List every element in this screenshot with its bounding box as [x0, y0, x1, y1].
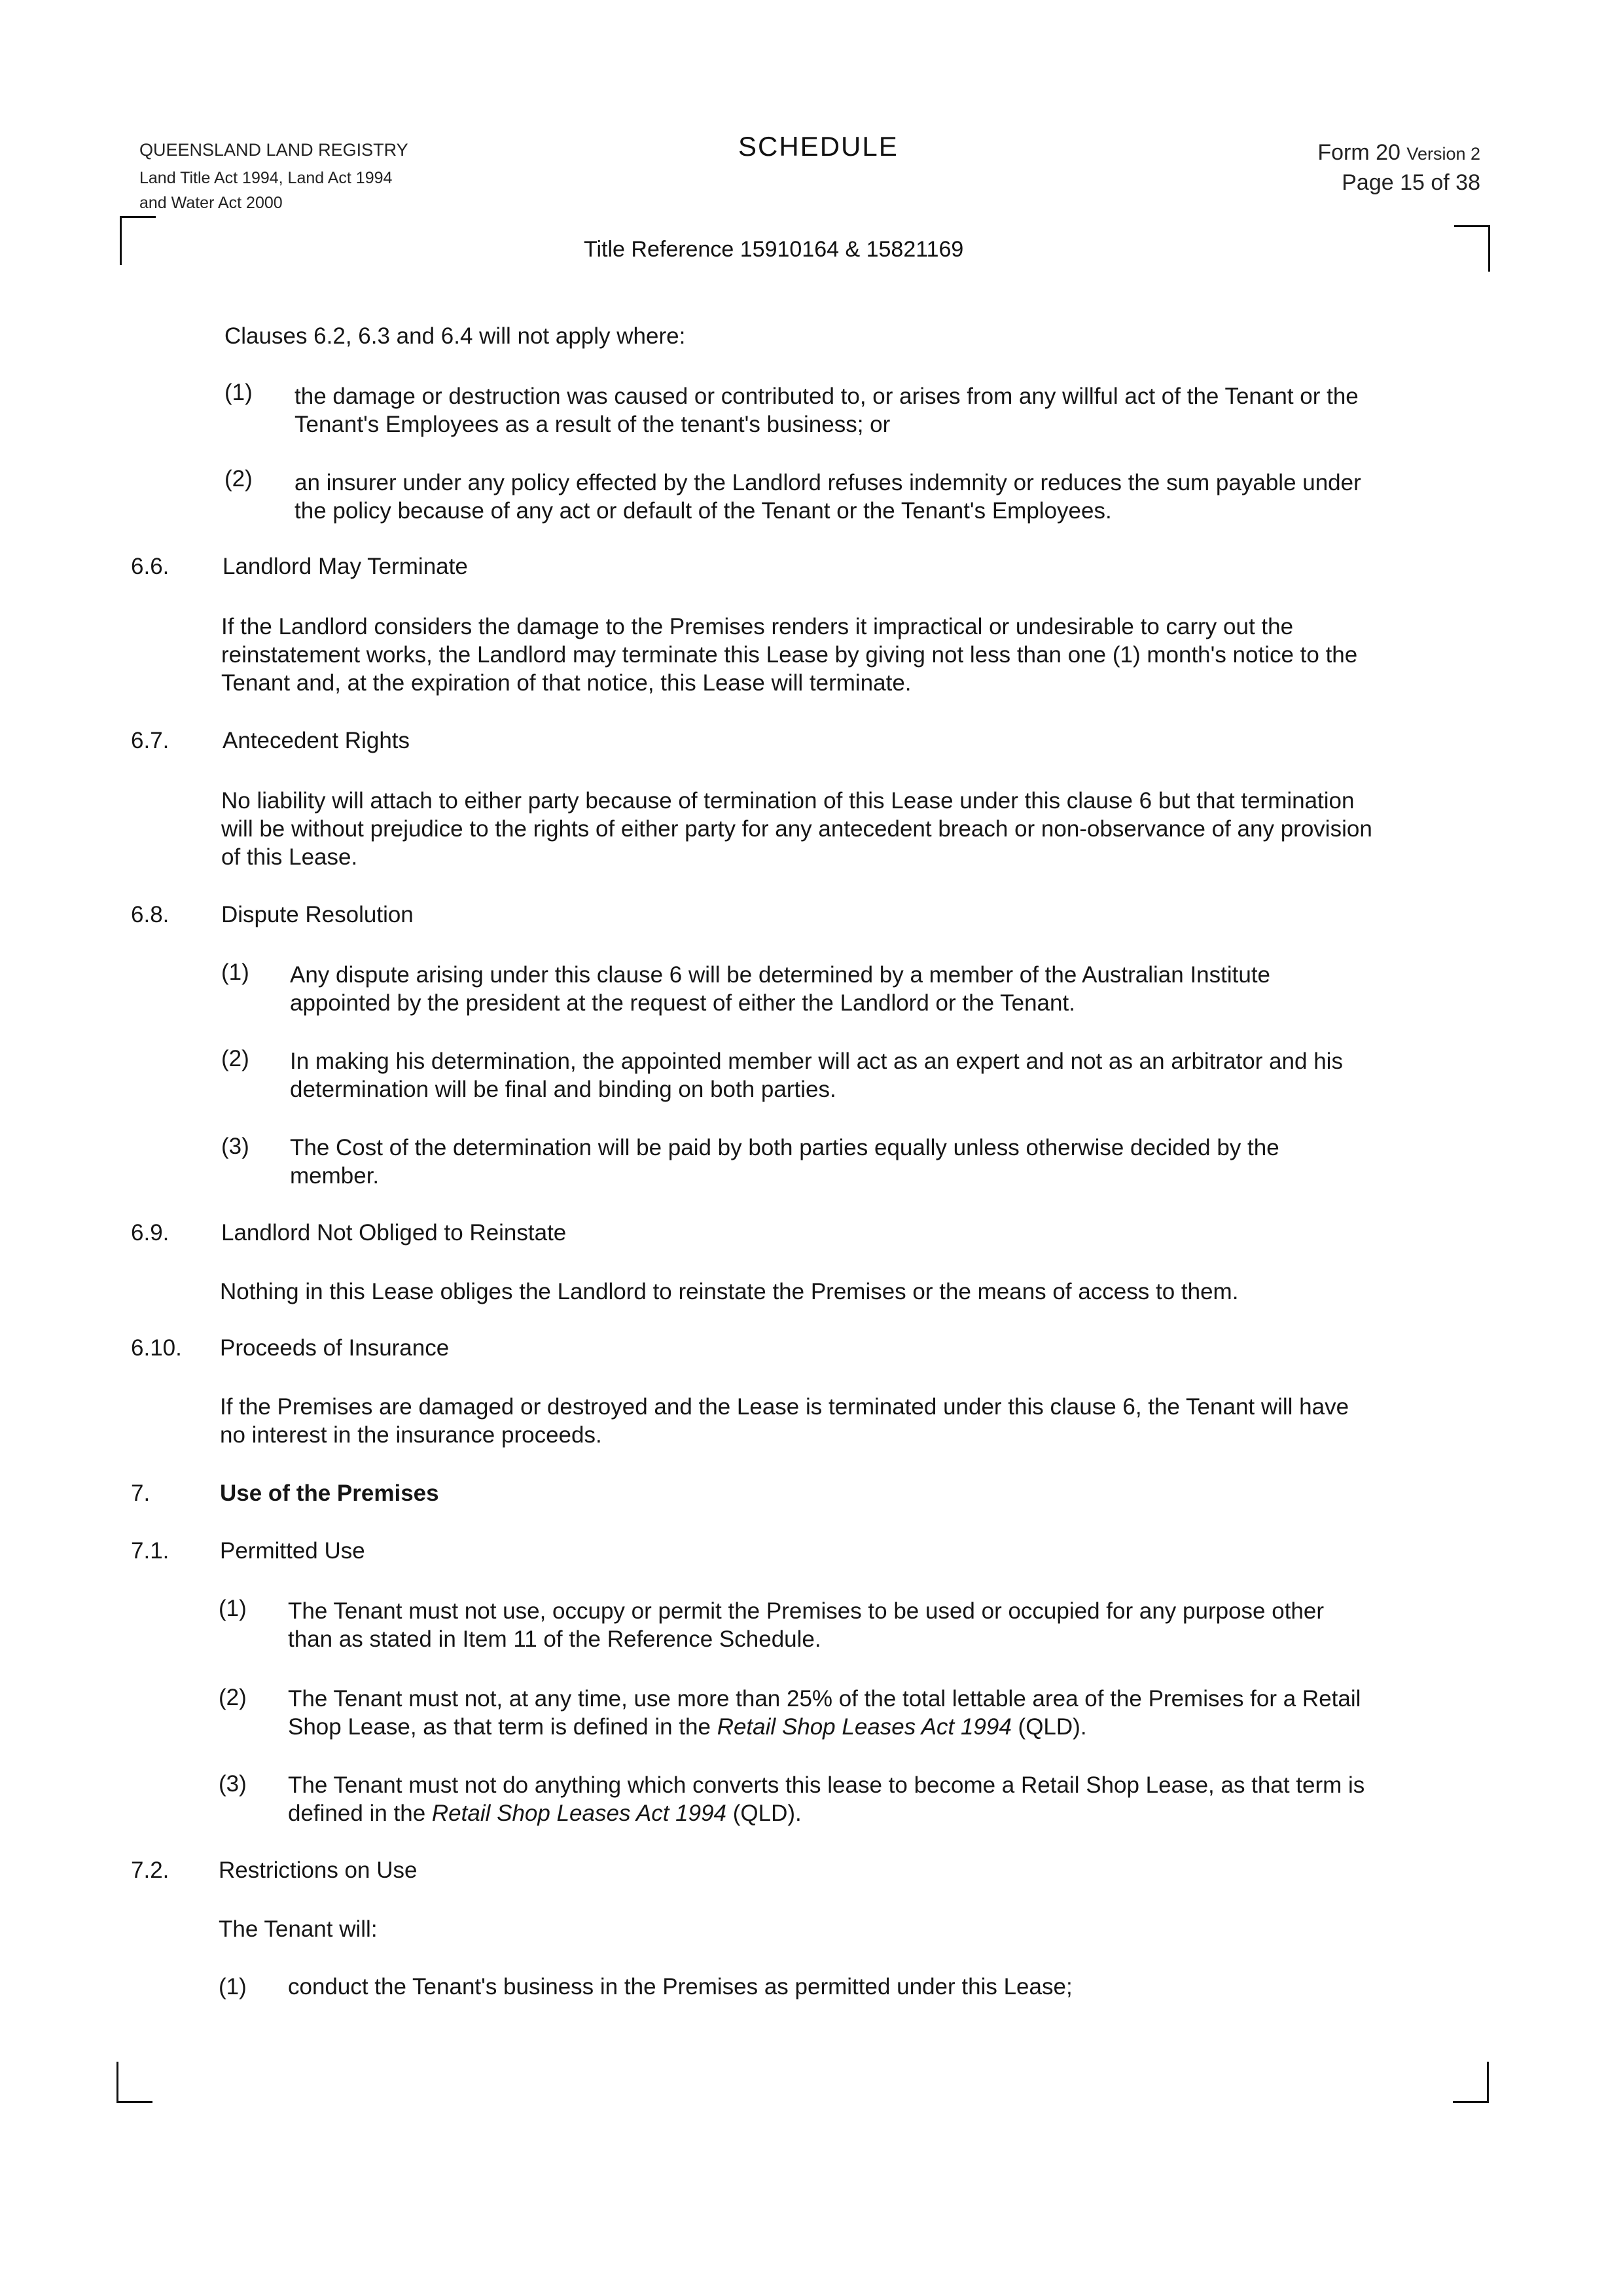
- list-item-label: (2): [219, 1685, 247, 1710]
- form-number: [1317, 140, 1480, 166]
- page-number: Page 15 of 38: [1342, 170, 1480, 195]
- schedule-title: SCHEDULE: [738, 131, 899, 162]
- list-item-text: conduct the Tenant's business in the Premises as permitted under this Lease;: [288, 1974, 1073, 2000]
- title-reference-label: Title Reference: [584, 237, 734, 262]
- section-heading: Use of the Premises: [220, 1480, 439, 1506]
- clause-number: 7.1.: [131, 1538, 169, 1564]
- list-item-text: The Tenant must not, at any time, use more than 25% of the total lettable area of the Premises for a Retail Shop Lease, as that term is defined in the Retail Shop Leases Act 1994 (QLD).: [288, 1686, 1361, 1740]
- list-item-label: (1): [219, 1596, 247, 1621]
- clause-body: Nothing in this Lease obliges the Landlord to reinstate the Premises or the means of access to them.: [220, 1279, 1239, 1304]
- list-item-label: (1): [221, 960, 249, 985]
- clause-number: 6.6.: [131, 554, 169, 579]
- clause-number: 6.10.: [131, 1335, 182, 1361]
- corner-mark-top-left: [120, 216, 156, 265]
- clause-heading: Antecedent Rights: [223, 728, 410, 753]
- clause-heading: Proceeds of Insurance: [220, 1335, 450, 1361]
- clause-body: No liability will attach to either party because of termination of this Lease under this clause 6 but that termination will be without prejudice to the rights of either party for any antecedent breach or non-observance of any provision of this Lease.: [221, 788, 1372, 870]
- clause-number: 6.7.: [131, 728, 169, 753]
- title-reference: [584, 237, 963, 262]
- list-item-label: (3): [219, 1771, 247, 1797]
- intro-item-label: (1): [224, 380, 253, 405]
- corner-mark-bottom-left: [116, 2062, 152, 2103]
- form-version: Version 2: [1406, 144, 1480, 164]
- section-number: 7.: [131, 1480, 151, 1506]
- list-item-label: (2): [221, 1046, 249, 1071]
- intro-item-label: (2): [224, 466, 253, 492]
- list-item-label: (3): [221, 1134, 249, 1159]
- clause-intro: The Tenant will:: [219, 1916, 378, 1942]
- clause-number: 6.8.: [131, 902, 169, 927]
- list-item-text: In making his determination, the appointed member will act as an expert and not as an arbitrator and his determination will be final and binding on both parties.: [290, 1049, 1343, 1102]
- registry-name: QUEENSLAND LAND REGISTRY: [139, 140, 408, 160]
- list-item-text: The Cost of the determination will be paid by both parties equally unless otherwise decided by the member.: [290, 1135, 1279, 1189]
- clause-number: 7.2.: [131, 1857, 169, 1883]
- clause-heading: Landlord May Terminate: [223, 554, 468, 579]
- intro-item-text: the damage or destruction was caused or contributed to, or arises from any willful act of the Tenant or the Tenant's Employees as a result of the tenant's business; or: [294, 384, 1359, 437]
- list-item-text: Any dispute arising under this clause 6 will be determined by a member of the Australian Institute appointed by the president at the request of either the Landlord or the Tenant.: [290, 962, 1271, 1016]
- title-reference-value: 15910164 & 15821169: [740, 237, 964, 262]
- clause-number: 6.9.: [131, 1220, 169, 1246]
- clause-heading: Restrictions on Use: [219, 1857, 418, 1883]
- intro-text: Clauses 6.2, 6.3 and 6.4 will not apply where:: [224, 323, 686, 349]
- form-label: Form 20: [1317, 140, 1400, 165]
- intro-item-text: an insurer under any policy effected by the Landlord refuses indemnity or reduces the sum payable under the policy because of any act or default of the Tenant or the Tenant's Employees.: [294, 470, 1361, 524]
- clause-body: If the Landlord considers the damage to the Premises renders it impractical or undesirable to carry out the reinstatement works, the Landlord may terminate this Lease by giving not less than one (1) month's notice to the Tenant and, at the expiration of that notice, this Lease will terminate.: [221, 614, 1358, 696]
- list-item-label: (1): [219, 1974, 247, 2000]
- registry-act-line-2: and Water Act 2000: [139, 194, 283, 212]
- clause-heading: Landlord Not Obliged to Reinstate: [221, 1220, 567, 1246]
- list-item-text: The Tenant must not do anything which converts this lease to become a Retail Shop Lease, as that term is defined in the Retail Shop Leases Act 1994 (QLD).: [288, 1772, 1365, 1826]
- list-item-text: The Tenant must not use, occupy or permit the Premises to be used or occupied for any purpose other than as stated in Item 11 of the Reference Schedule.: [288, 1598, 1324, 1652]
- corner-mark-bottom-right: [1453, 2062, 1489, 2103]
- registry-act-line: Land Title Act 1994, Land Act 1994: [139, 169, 393, 187]
- corner-mark-top-right: [1454, 225, 1490, 272]
- clause-heading: Permitted Use: [220, 1538, 365, 1564]
- clause-body: If the Premises are damaged or destroyed and the Lease is terminated under this clause 6, the Tenant will have no interest in the insurance proceeds.: [220, 1394, 1349, 1448]
- clause-heading: Dispute Resolution: [221, 902, 414, 927]
